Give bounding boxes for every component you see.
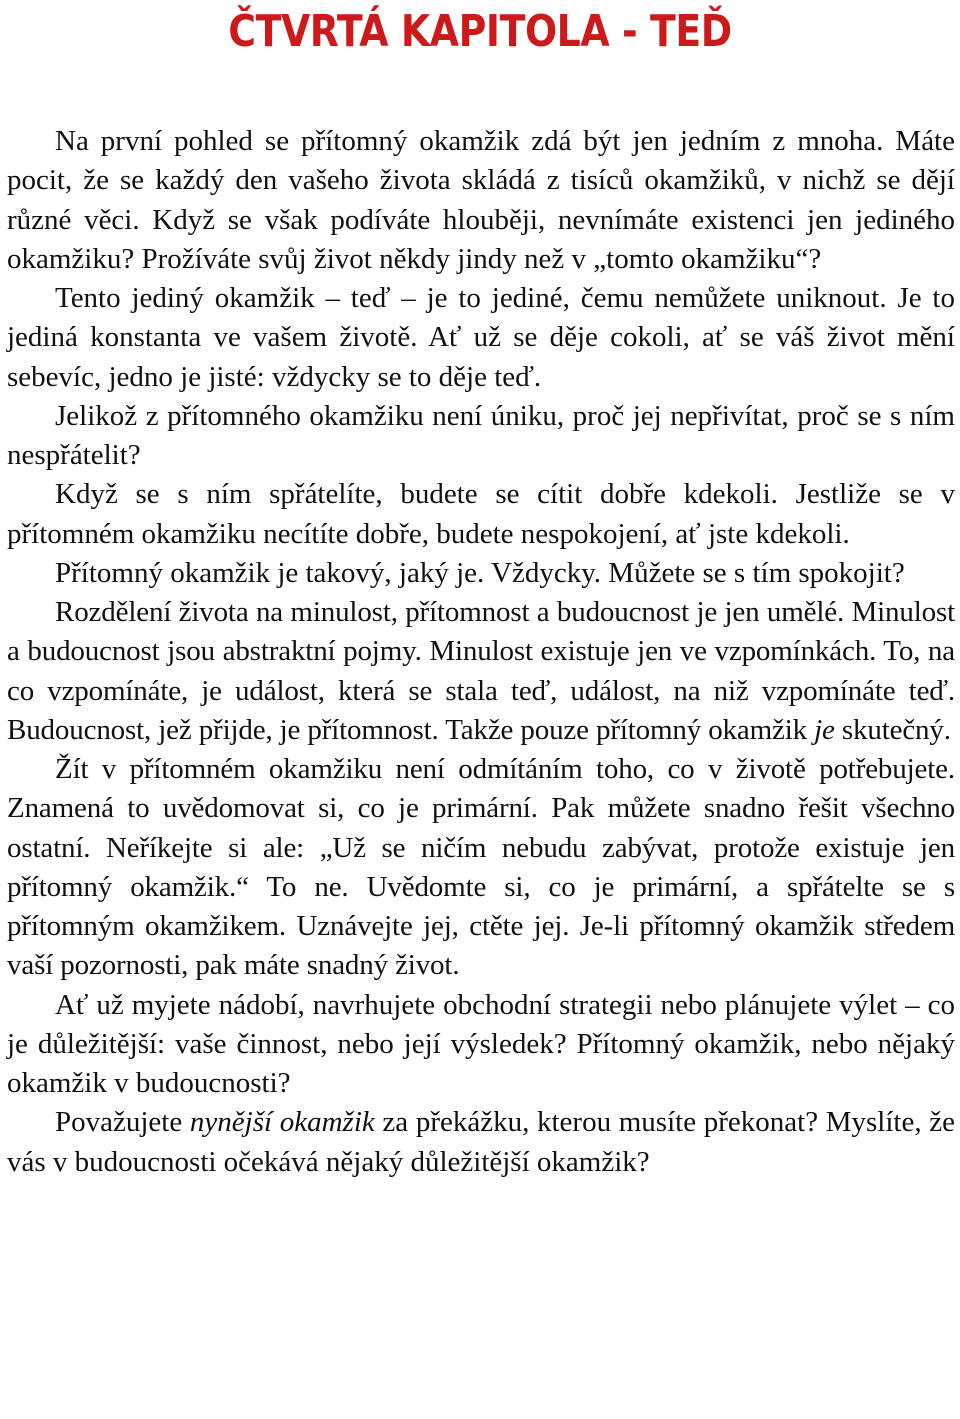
paragraph-text: skutečný. — [834, 713, 951, 746]
paragraph-4 — [7, 475, 955, 554]
paragraph-text: Jelikož z přítomného okamžiku není úniku, proč jej nepřivítat, proč se s ním nespřátelit? — [7, 399, 955, 471]
paragraph-text: Považujete — [55, 1106, 190, 1139]
emphasis-text: je — [814, 713, 835, 746]
paragraph-2 — [7, 279, 955, 397]
paragraph-text: Když se s ním spřátelíte, budete se cítit dobře kdekoli. Jestliže se v přítomném okamžiku necítíte dobře, budete nespokojení, ať jste kdekoli. — [7, 478, 955, 550]
paragraph-6 — [7, 593, 955, 750]
paragraph-text: Tento jediný okamžik – teď – je to jediné, čemu nemůžete uniknout. Je to jediná konstanta ve vašem životě. Ať už se děje cokoli, ať se váš život mění sebevíc, jedno je jisté: vždycky se to děje teď. — [7, 282, 955, 393]
paragraph-9 — [7, 1103, 955, 1182]
paragraph-1 — [7, 122, 955, 279]
emphasis-text: nynější okamžik — [189, 1106, 375, 1139]
chapter-title: ČTVRTÁ KAPITOLA - TEĎ — [228, 6, 732, 57]
paragraph-3 — [7, 397, 955, 476]
paragraph-5 — [7, 554, 955, 593]
paragraph-text: Ať už myjete nádobí, navrhujete obchodní strategii nebo plánujete výlet – co je důležitější: vaše činnost, nebo její výsledek? Přítomný okamžik, nebo nějaký okamžik v budoucnosti? — [7, 988, 955, 1099]
paragraph-8 — [7, 986, 955, 1104]
paragraph-text: Na první pohled se přítomný okamžik zdá být jen jedním z mnoha. Máte pocit, že se každý den vašeho života skládá z tisíců okamžiků, v nichž se dějí různé věci. Když se však podíváte hlouběji, nevnímáte existenci jen jediného okamžiku? Prožíváte svůj život někdy jindy než v „tomto okamžiku“? — [7, 125, 955, 275]
paragraph-text: za překážku, kterou musíte překonat? Myslíte, že vás v budoucnosti očekává nějaký důležitější okamžik? — [7, 1106, 956, 1178]
paragraph-text: Rozdělení života na minulost, přítomnost a budoucnost je jen umělé. Minulost a budoucnost jsou abstraktní pojmy. Minulost existuje jen ve vzpomínkách. To, na co vzpomínáte, je událost, která se stala teď, událost, na niž vzpomínáte teď. Budoucnost, jež přijde, je přítomnost. Takže pouze přítomný okamžik — [7, 596, 955, 746]
paragraph-text: Žít v přítomném okamžiku není odmítáním toho, co v životě potřebujete. Znamená to uvědomovat si, co je primární. Pak můžete snadno řešit všechno ostatní. Neříkejte si ale: „Už se ničím nebudu zabývat, protože existuje jen přítomný okamžik.“ To ne. Uvědomte si, co je primární, a spřátelte se s přítomným okamžikem. Uznávejte jej, ctěte jej. Je-li přítomný okamžik středem vaší pozornosti, pak máte snadný život. — [7, 753, 955, 982]
paragraph-text: Přítomný okamžik je takový, jaký je. Vždycky. Můžete se s tím spokojit? — [55, 556, 905, 589]
paragraph-7 — [7, 750, 955, 986]
body-text — [7, 122, 955, 1182]
